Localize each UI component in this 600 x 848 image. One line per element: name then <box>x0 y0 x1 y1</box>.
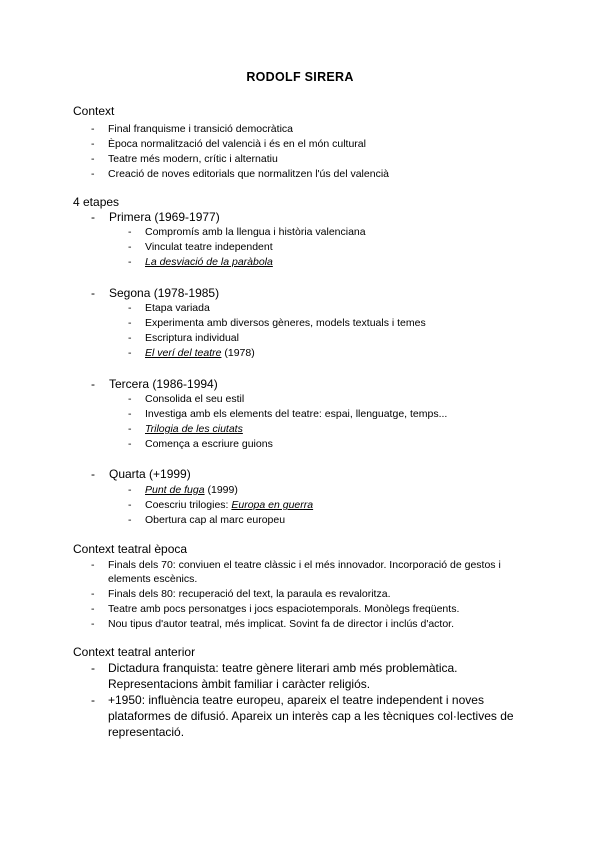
work-title: El verí del teatre <box>145 347 222 359</box>
bullet: - <box>128 226 132 238</box>
stage-segona: Segona (1978-1985) <box>109 286 220 300</box>
bullet: - <box>128 438 132 450</box>
bullet: - <box>91 467 95 481</box>
bullet: - <box>91 693 95 707</box>
list-item: Finals dels 80: recuperació del text, la paraula es revaloritza. <box>108 588 391 600</box>
bullet: - <box>128 499 132 511</box>
list-item: Teatre amb pocs personatges i jocs espaciotemporals. Monòlegs freqüents. <box>108 603 460 615</box>
list-item: Teatre més modern, crític i alternatiu <box>108 153 278 165</box>
bullet: - <box>128 423 132 435</box>
bullet: - <box>91 377 95 391</box>
list-item-continuation: elements escènics. <box>108 573 198 585</box>
heading-etapes: 4 etapes <box>73 195 120 209</box>
bullet: - <box>91 210 95 224</box>
list-item: Escriptura individual <box>145 332 239 344</box>
heading-context: Context <box>73 104 115 118</box>
bullet: - <box>128 241 132 253</box>
page-title: RODOLF SIRERA <box>246 70 354 84</box>
list-item: Compromís amb la llengua i història valenciana <box>145 226 366 238</box>
work-title: Punt de fuga <box>145 484 205 496</box>
list-item-continuation: representació. <box>108 725 185 739</box>
work-year: (1999) <box>207 484 238 496</box>
list-item <box>145 484 238 496</box>
list-item: Vinculat teatre independent <box>145 241 273 253</box>
list-item: Consolida el seu estil <box>145 393 245 405</box>
list-item: Dictadura franquista: teatre gènere literari amb més problemàtica. <box>108 661 458 675</box>
list-item: Creació de noves editorials que normalitzen l'ús del valencià <box>108 168 389 180</box>
list-item: Època normalització del valencià i és en el món cultural <box>108 138 366 150</box>
bullet: - <box>91 138 95 150</box>
work-title: Trilogia de les ciutats <box>145 423 243 435</box>
bullet: - <box>128 256 132 268</box>
bullet: - <box>91 559 95 571</box>
list-item: Etapa variada <box>145 302 210 314</box>
list-item <box>145 347 255 359</box>
stage-primera: Primera (1969-1977) <box>109 210 220 224</box>
bullet: - <box>91 168 95 180</box>
list-item: Obertura cap al marc europeu <box>145 514 286 526</box>
bullet: - <box>91 603 95 615</box>
bullet: - <box>128 317 132 329</box>
list-item-text: Coescriu trilogies: <box>145 499 229 511</box>
bullet: - <box>91 123 95 135</box>
list-item-continuation: Representacions àmbit familiar i caràcter religiós. <box>108 677 371 691</box>
work-year: (1978) <box>224 347 255 359</box>
bullet: - <box>91 618 95 630</box>
bullet: - <box>91 661 95 675</box>
bullet: - <box>128 332 132 344</box>
list-item: Investiga amb els elements del teatre: espai, llenguatge, temps... <box>145 408 448 420</box>
list-item: +1950: influència teatre europeu, apareix el teatre independent i noves <box>108 693 484 707</box>
bullet: - <box>91 153 95 165</box>
heading-context-teatral: Context teatral època <box>73 542 188 556</box>
bullet: - <box>91 286 95 300</box>
list-item: Final franquisme i transició democràtica <box>108 123 293 135</box>
work-title: La desviació de la paràbola <box>145 256 273 268</box>
bullet: - <box>128 514 132 526</box>
stage-quarta: Quarta (+1999) <box>109 467 191 481</box>
list-item: Nou tipus d'autor teatral, més implicat. Sovint fa de director i inclús d'actor. <box>108 618 455 630</box>
bullet: - <box>128 393 132 405</box>
work-title: Europa en guerra <box>231 499 314 511</box>
list-item: Finals dels 70: conviuen el teatre clàssic i el més innovador. Incorporació de gestos i <box>108 559 501 571</box>
list-item-continuation: plataformes de difusió. Apareix un interès cap a les tècniques col·lectives de <box>108 709 514 723</box>
bullet: - <box>128 484 132 496</box>
list-item: Comença a escriure guions <box>145 438 273 450</box>
list-item <box>145 499 313 511</box>
heading-context-anterior: Context teatral anterior <box>73 645 196 659</box>
bullet: - <box>128 347 132 359</box>
stage-tercera: Tercera (1986-1994) <box>109 377 218 391</box>
bullet: - <box>91 588 95 600</box>
bullet: - <box>128 302 132 314</box>
bullet: - <box>128 408 132 420</box>
list-item: Experimenta amb diversos gèneres, models textuals i temes <box>145 317 426 329</box>
